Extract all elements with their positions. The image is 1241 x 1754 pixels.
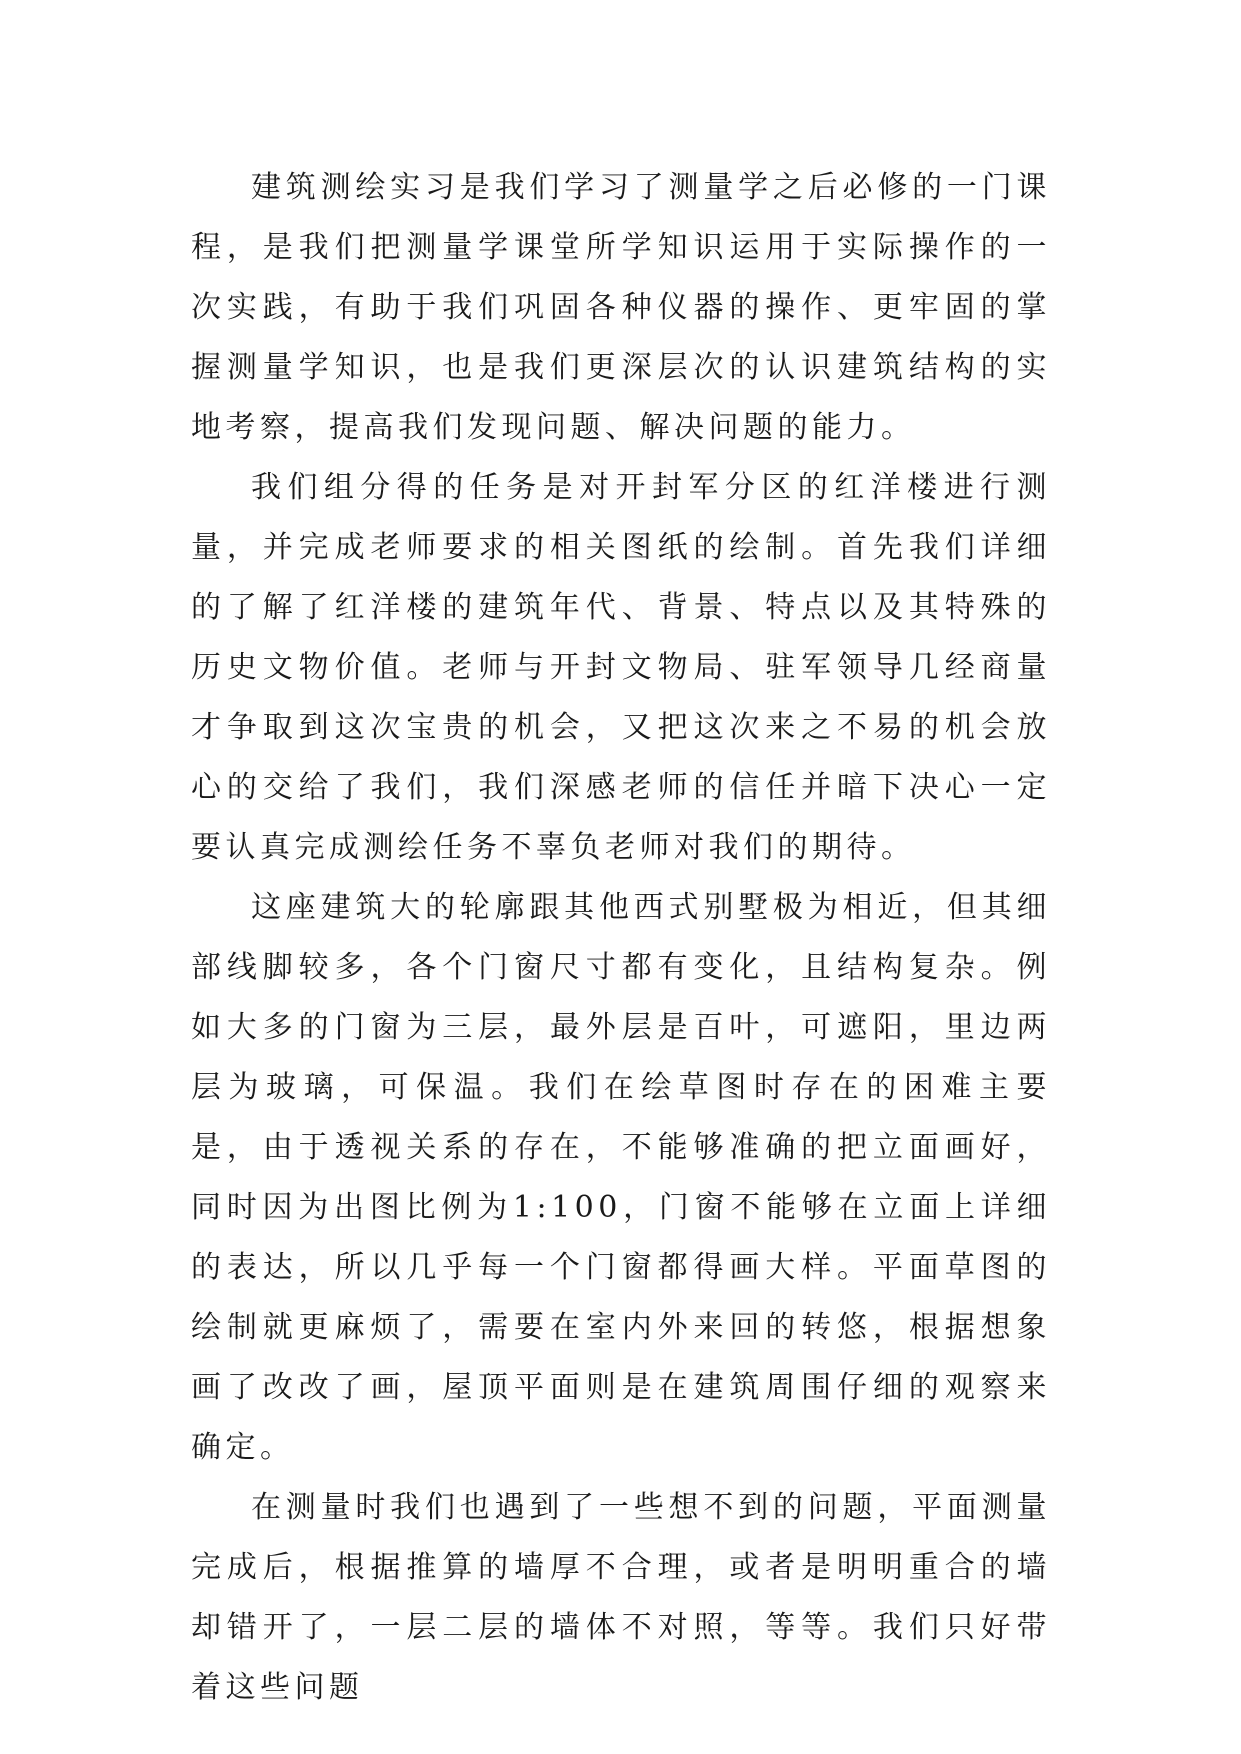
body-text — [191, 158, 1051, 1718]
paragraph-4: 在测量时我们也遇到了一些想不到的问题，平面测量完成后，根据推算的墙厚不合理，或者是明明重合的墙却错开了，一层二层的墙体不对照，等等。我们只好带着这些问题 — [191, 1490, 1051, 1705]
paragraph-1: 建筑测绘实习是我们学习了测量学之后必修的一门课程，是我们把测量学课堂所学知识运用于实际操作的一次实践，有助于我们巩固各种仪器的操作、更牢固的掌握测量学知识，也是我们更深层次的认识建筑结构的实地考察，提高我们发现问题、解决问题的能力。 — [191, 170, 1051, 445]
paragraph-3: 这座建筑大的轮廓跟其他西式别墅极为相近，但其细部线脚较多，各个门窗尺寸都有变化，且结构复杂。例如大多的门窗为三层，最外层是百叶，可遮阳，里边两层为玻璃，可保温。我们在绘草图时存在的困难主要是，由于透视关系的存在，不能够准确的把立面画好，同时因为出图比例为1:100，门窗不能够在立面上详细的表达，所以几乎每一个门窗都得画大样。平面草图的绘制就更麻烦了，需要在室内外来回的转悠，根据想象画了改改了画，屋顶平面则是在建筑周围仔细的观察来确定。 — [191, 890, 1051, 1465]
paragraph-2: 我们组分得的任务是对开封军分区的红洋楼进行测量，并完成老师要求的相关图纸的绘制。首先我们详细的了解了红洋楼的建筑年代、背景、特点以及其特殊的历史文物价值。老师与开封文物局、驻军领导几经商量才争取到这次宝贵的机会，又把这次来之不易的机会放心的交给了我们，我们深感老师的信任并暗下决心一定要认真完成测绘任务不辜负老师对我们的期待。 — [191, 470, 1051, 865]
